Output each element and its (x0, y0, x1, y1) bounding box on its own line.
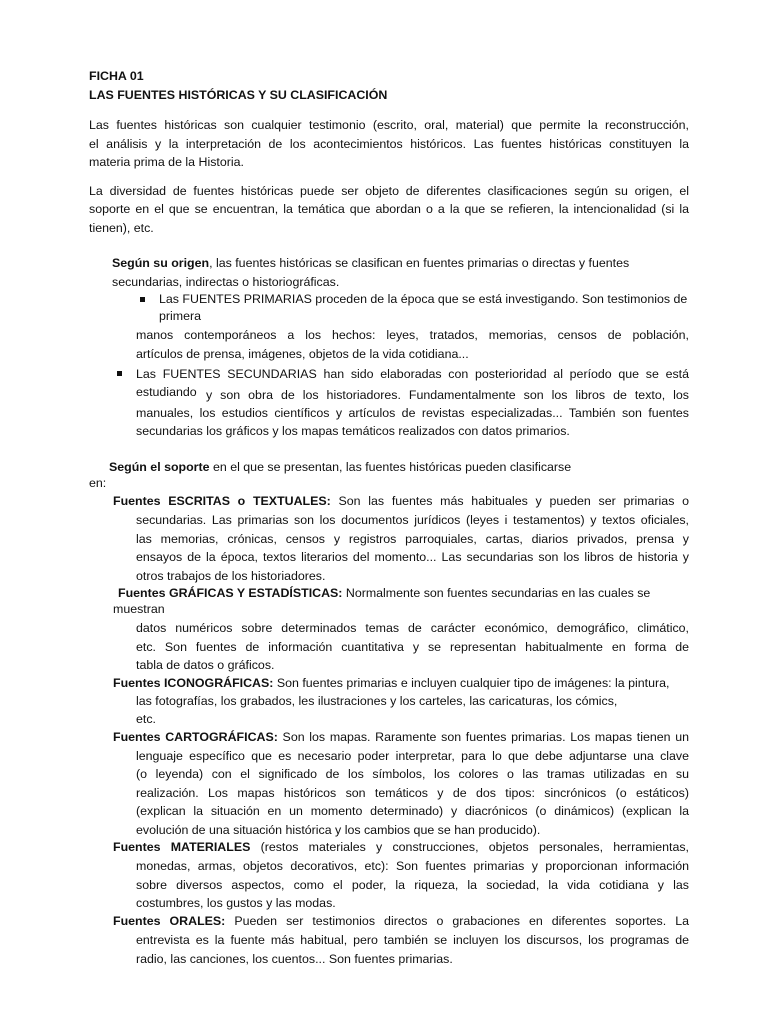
primarias-line3: manos contemporáneos a los hechos: leyes, tratados, memorias, censos de población, (136, 328, 689, 342)
primarias-line4: artículos de prensa, imágenes, objetos de la vida cotidiana... (136, 347, 469, 361)
primarias-rest: proceden de la época que se está investigando. Son testimonios de (311, 292, 688, 306)
cartograficas-text: Son los mapas. Raramente son fuentes primarias. Los mapas tienen un (277, 730, 689, 744)
iconograficas-label: Fuentes ICONOGRÁFICAS: (113, 676, 274, 690)
cartograficas-line: realización. Los mapas históricos son temáticos y de dos tipos: sincrónicos (o estáticos) (136, 786, 689, 800)
secundarias-line3: manuales, los estudios científicos y artículos de revistas especializadas... También son fuentes (136, 406, 689, 420)
graficas-line: datos numéricos sobre determinados temas de carácter económico, demográfico, climático, (136, 621, 689, 635)
square-bullet-icon (140, 297, 145, 302)
orales-line1 (113, 912, 689, 931)
orales-line: radio, las canciones, los cuentos... Son fuentes primarias. (136, 952, 453, 966)
cartograficas-line: (o leyenda) con el significado de los símbolos, los colores o las tramas utilizadas en su (136, 767, 689, 781)
intro-p1-line: materia prima de la Historia. (89, 155, 244, 169)
materiales-line1 (113, 838, 689, 857)
escritas-label: Fuentes ESCRITAS o TEXTUALES: (113, 494, 331, 508)
graficas-line: etc. Son fuentes de información cuantitativa y se representan habitualmente en forma de (136, 640, 689, 654)
intro-p1-line: el análisis y la interpretación de los acontecimientos históricos. Las fuentes históricas constituyen la (89, 137, 689, 151)
square-bullet-icon (117, 371, 122, 376)
iconograficas-line: las fotografías, los grabados, les ilustraciones y los carteles, las caricaturas, los cómics, (136, 694, 618, 708)
materiales-label: Fuentes MATERIALES (113, 840, 251, 854)
escritas-line: secundarias. Las primarias son los documentos jurídicos (leyes i testamentos) y textos oficiales, (136, 513, 689, 527)
materiales-text: (restos materiales y construcciones, objetos personales, herramientas, (250, 840, 689, 854)
cartograficas-line: evolución de una situación histórica y los cambios que se han producido). (136, 823, 541, 837)
escritas-line: ensayos de la época, textos literarios del momento... Las secundarias son los libros de historia y (136, 550, 689, 564)
origin-lead-line2: secundarias, indirectas o historiográficas. (112, 275, 340, 289)
iconograficas-text: Son fuentes primarias e incluyen cualquier tipo de imágenes: la pintura, (273, 676, 670, 690)
cartograficas-label: Fuentes CARTOGRÁFICAS: (113, 730, 278, 744)
iconograficas-line1 (113, 674, 669, 693)
primarias-line1 (159, 290, 687, 309)
orales-text: Pueden ser testimonios directos o grabaciones en diferentes soportes. La (225, 914, 689, 928)
graficas-line: tabla de datos o gráficos. (136, 658, 275, 672)
origin-lead (112, 254, 629, 273)
secundarias-line2b: y son obra de los historiadores. Fundamentalmente son los libros de texto, los (206, 388, 689, 402)
cartograficas-line: (explican la situación en un momento determinado) y diacrónicos (o dinámicos) (explican la (136, 804, 689, 818)
orales-line: entrevista es la fuente más habitual, pero también se incluyen los discursos, los programas de (136, 933, 689, 947)
graficas-text: Normalmente son fuentes secundarias en las cuales se (342, 586, 651, 600)
ficha-label: FICHA 01 (89, 69, 144, 83)
escritas-text: Son las fuentes más habituales y pueden ser primarias o (330, 494, 690, 508)
intro-p2-line: soporte en el que se encuentran, la temática que abordan o a la que se refieren, la intencionalidad (si la (89, 202, 689, 216)
materiales-line: sobre diversos aspectos, como el poder, la riqueza, la sociedad, la vida cotidiana y las (136, 878, 689, 892)
materiales-line: costumbres, los gustos y las modas. (136, 896, 336, 910)
secundarias-line4: secundarias los gráficos y los mapas temáticos realizados con datos primarios. (136, 424, 570, 438)
graficas-label: Fuentes GRÁFICAS Y ESTADÍSTICAS: (118, 586, 343, 600)
secundarias-bold: FUENTES SECUNDARIAS (162, 367, 317, 381)
origin-lead-bold: Según su origen (112, 256, 210, 270)
intro-p2-line: tienen), etc. (89, 221, 154, 235)
primarias-line2: primera (159, 309, 201, 323)
primarias-bold: FUENTES PRIMARIAS (182, 292, 312, 306)
origin-lead-rest: , las fuentes históricas se clasifican en fuentes primarias o directas y fuentes (209, 256, 630, 270)
orales-label: Fuentes ORALES: (113, 914, 226, 928)
soporte-lead-line2: en: (89, 476, 107, 490)
secundarias-prefix: Las (136, 367, 163, 381)
page-title: LAS FUENTES HISTÓRICAS Y SU CLASIFICACIÓN (89, 88, 388, 102)
secundarias-rest: han sido elaboradas con posterioridad al período que se está (316, 367, 689, 381)
escritas-line1 (113, 492, 689, 511)
escritas-line: otros trabajos de los historiadores. (136, 569, 326, 583)
cartograficas-line: lenguaje específico que es necesario poder interpretar, para lo que debe adjuntarse una clave (136, 749, 689, 763)
soporte-lead-rest: en el que se presentan, las fuentes históricas pueden clasificarse (209, 460, 572, 474)
intro-p2-line: La diversidad de fuentes históricas puede ser objeto de diferentes clasificaciones según su origen, el (89, 184, 689, 198)
graficas-line1 (118, 584, 650, 603)
cartograficas-line1 (113, 728, 689, 747)
soporte-lead-bold: Según el soporte (109, 460, 210, 474)
materiales-line: monedas, armas, objetos decorativos, etc): Son fuentes primarias y proporcionan información (136, 859, 689, 873)
soporte-lead (109, 458, 571, 477)
secundarias-line2a: estudiando (136, 385, 197, 399)
secundarias-line1 (136, 365, 689, 384)
intro-p1-line: Las fuentes históricas son cualquier testimonio (escrito, oral, material) que permite la reconstrucción, (89, 118, 689, 132)
primarias-prefix: Las (159, 292, 183, 306)
iconograficas-line: etc. (136, 712, 156, 726)
escritas-line: las memorias, crónicas, censos y registros parroquiales, cartas, diarios privados, prensa y (136, 532, 689, 546)
graficas-line2: muestran (113, 602, 165, 616)
